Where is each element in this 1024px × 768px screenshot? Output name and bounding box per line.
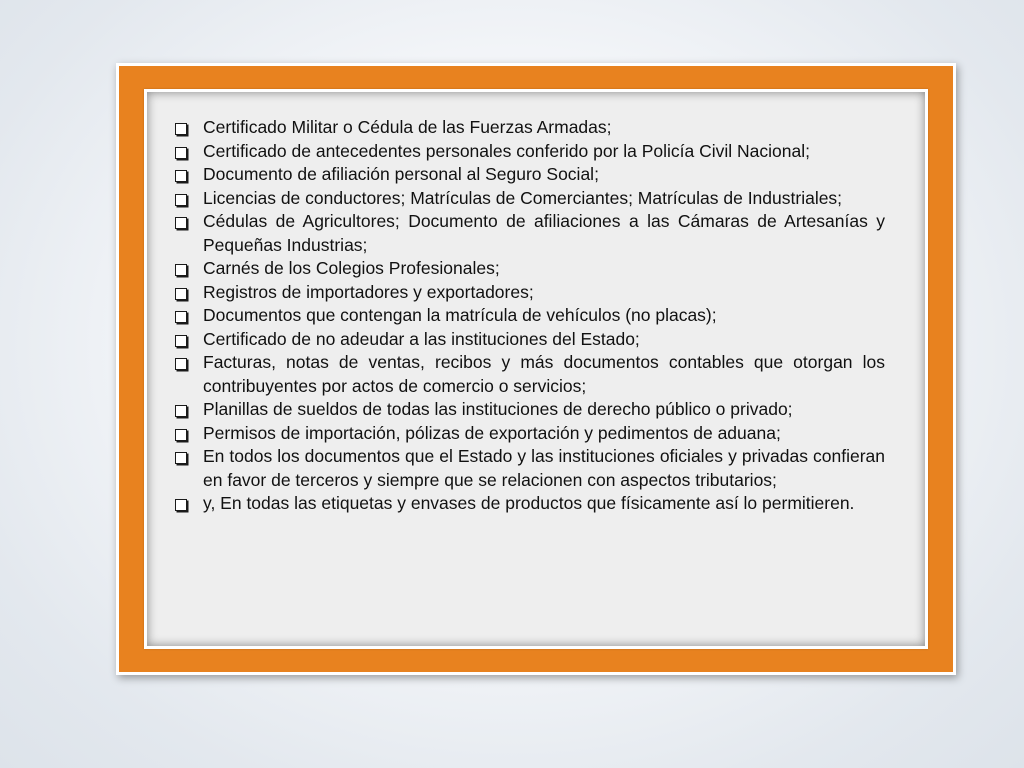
list-item-text: Planillas de sueldos de todas las instituciones de derecho público o privado; xyxy=(203,399,793,419)
list-item xyxy=(167,492,885,516)
list-item xyxy=(167,257,885,281)
list-item xyxy=(167,163,885,187)
list-item-text: En todos los documentos que el Estado y las instituciones oficiales y privadas confieran en favor de terceros y siempre que se relacionen con aspectos tributarios; xyxy=(203,446,885,490)
checkbox-bullet-icon xyxy=(175,264,187,276)
list-item xyxy=(167,398,885,422)
list-item xyxy=(167,304,885,328)
list-item xyxy=(167,281,885,305)
checkbox-bullet-icon xyxy=(175,358,187,370)
list-item-text: Certificado de no adeudar a las instituciones del Estado; xyxy=(203,328,640,349)
list-item xyxy=(167,445,885,492)
list-item-text: Licencias de conductores; Matrículas de Comerciantes; Matrículas de Industriales; xyxy=(203,187,843,208)
list-item-text: Cédulas de Agricultores; Documento de afiliaciones a las Cámaras de Artesanías y Pequeñas Industrias; xyxy=(203,211,885,255)
content-panel xyxy=(144,89,928,649)
list-item xyxy=(167,187,885,211)
checkbox-bullet-icon xyxy=(175,311,187,323)
list-item-text: Documentos que contengan la matrícula de vehículos (no placas); xyxy=(203,305,717,325)
list-item xyxy=(167,116,885,140)
list-item-text: Registros de importadores y exportadores; xyxy=(203,281,534,302)
list-item-text: y, En todas las etiquetas y envases de productos que físicamente así lo permitieren. xyxy=(203,493,855,513)
checkbox-bullet-icon xyxy=(175,405,187,417)
list-item-text: Documento de afiliación personal al Seguro Social; xyxy=(203,164,599,184)
list-item-text: Facturas, notas de ventas, recibos y más documentos contables que otorgan los contribuyentes por actos de comercio o servicios; xyxy=(203,352,885,396)
list-item xyxy=(167,422,885,446)
list-item-text: Certificado de antecedentes personales conferido por la Policía Civil Nacional; xyxy=(203,140,811,161)
checkbox-bullet-icon xyxy=(175,147,187,159)
list-item xyxy=(167,328,885,352)
checkbox-bullet-icon xyxy=(175,335,187,347)
list-item xyxy=(167,351,885,398)
checkbox-bullet-icon xyxy=(175,429,187,441)
checkbox-bullet-icon xyxy=(175,452,187,464)
list-item-text: Permisos de importación, pólizas de exportación y pedimentos de aduana; xyxy=(203,422,781,443)
requirements-list xyxy=(167,116,885,516)
list-item xyxy=(167,210,885,257)
list-item xyxy=(167,140,885,164)
checkbox-bullet-icon xyxy=(175,288,187,300)
checkbox-bullet-icon xyxy=(175,123,187,135)
list-item-text: Carnés de los Colegios Profesionales; xyxy=(203,258,500,278)
checkbox-bullet-icon xyxy=(175,217,187,229)
orange-frame xyxy=(116,63,956,675)
checkbox-bullet-icon xyxy=(175,194,187,206)
checkbox-bullet-icon xyxy=(175,499,187,511)
list-item-text: Certificado Militar o Cédula de las Fuerzas Armadas; xyxy=(203,117,612,137)
checkbox-bullet-icon xyxy=(175,170,187,182)
